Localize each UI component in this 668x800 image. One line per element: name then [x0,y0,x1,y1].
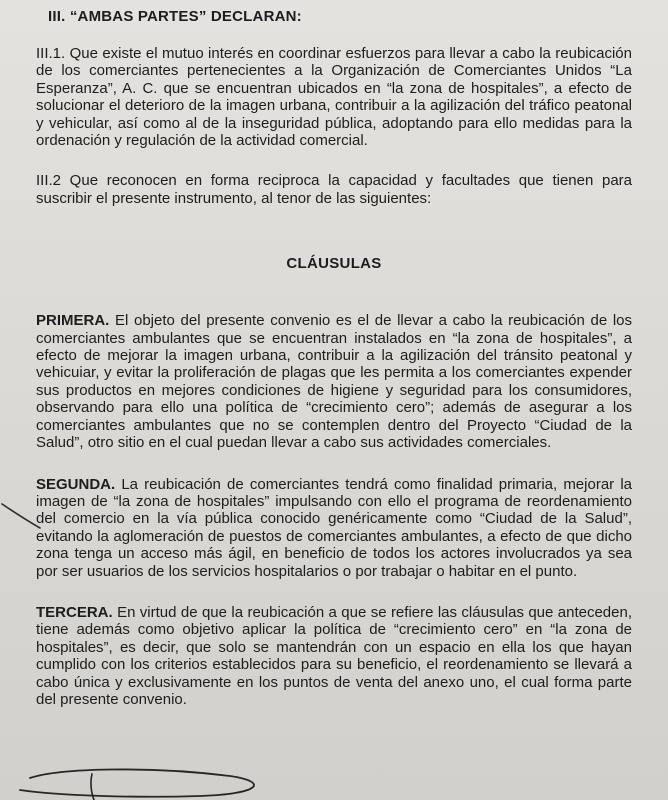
declaration-iii-2: III.2 Que reconocen en forma reciproca la capacidad y facultades que tienen para suscribir el presente instrumento, al tenor de las siguientes: [36,172,632,207]
section-heading: III. “AMBAS PARTES” DECLARAN: [48,8,302,25]
signature-stroke [0,764,300,800]
clause-tercera-label: TERCERA. [36,603,113,621]
clause-primera-text: El objeto del presente convenio es el de llevar a cabo la reubicación de los comerciantes ambulantes que se encuentran instalados en “la zona de hospitales”, a efecto de mejorar la imagen urbana, contribuir a la agilización del tránsito peatonal y vehicuiar, y evitar la proliferación de plagas que les permita a los comerciantes expender sus productos en mejores condiciones de higiene y seguridad para los consumidores, observando para ello una política de “crecimiento cero”; además de asegurar a los comerciantes ambulantes que no se contemplen dentro del Proyecto “Ciudad de la Salud”, otro sitio en el cual puedan llevar a cabo sus actividades comerciales. [36,312,632,452]
clause-segunda [36,476,632,580]
document-body [36,8,632,708]
clause-segunda-text: La reubicación de comerciantes tendrá como finalidad primaria, mejorar la imagen de “la zona de hospitales” impulsando con ello el programa de reordenamiento del comercio en la vía pública conocido genéricamente como “Ciudad de la Salud”, evitando la aglomeración de puestos de comerciantes ambulantes, a efecto de que dicho zona tenga un acceso más ágil, en beneficio de todos los actores involucrados ya sea por ser usuarios de los servicios hospitalarios o por trabajar o habitar en el punto. [36,475,632,580]
declaration-iii-1: III.1. Que existe el mutuo interés en coordinar esfuerzos para llevar a cabo la reubicación de los comerciantes pertenecientes a la Organización de Comerciantes Unidos “La Esperanza”, A. C. que se encuentran ubicados en “la zona de hospitales”, a efecto de solucionar el deterioro de la imagen urbana, contribuir a la agilización del tráfico peatonal y vehicular, así como al de la inseguridad pública, adoptando para ello medidas para la ordenación y regulación de la actividad comercial. [36,45,632,150]
clause-primera [36,312,632,451]
clause-segunda-label: SEGUNDA. [36,475,116,493]
clause-primera-label: PRIMERA. [36,312,110,330]
clause-tercera-text: En virtud de que la reubicación a que se refiere las cláusulas que anteceden, tiene además como objetivo aplicar la política de “crecimiento cero” en “la zona de hospitales”, es decir, que solo se mantendrán con un espacio en ella los que hayan cumplido con los criterios establecidos para su beneficio, el reordenamiento se llevará a cabo única y exclusivamente en los puntos de venta del anexo uno, el cual forma parte del presente convenio. [36,603,632,708]
clausulas-title: CLÁUSULAS [286,255,382,273]
clause-tercera [36,604,632,708]
